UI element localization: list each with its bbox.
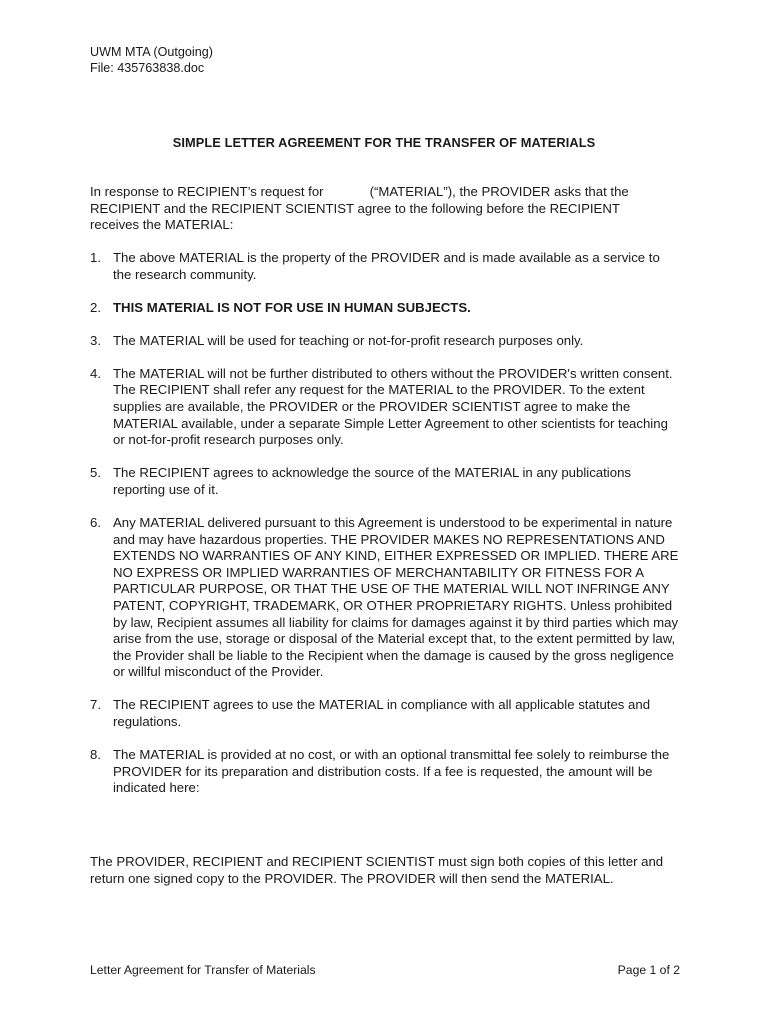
clause-5 — [90, 465, 680, 498]
clause-text: The above MATERIAL is the property of the PROVIDER and is made available as a service to the research community. — [113, 250, 660, 282]
file-header-mta: UWM MTA (Outgoing) — [90, 45, 213, 59]
clause-number: 4. — [90, 365, 101, 381]
clause-text: The RECIPIENT agrees to use the MATERIAL in compliance with all applicable statutes and regulations. — [113, 697, 651, 730]
clause-1 — [90, 250, 680, 283]
file-header-filename: File: 435763838.doc — [90, 61, 205, 75]
clause-number: 1. — [90, 250, 101, 265]
clause-6 — [90, 515, 680, 681]
closing-paragraph: The PROVIDER, RECIPIENT and RECIPIENT SCIENTIST must sign both copies of this letter and return one signed copy to the PROVIDER. The PROVIDER will then send the MATERIAL. — [90, 854, 664, 886]
page-number: Page 1 of 2 — [617, 963, 680, 977]
clause-number: 8. — [90, 747, 101, 763]
clause-number: 2. — [90, 299, 101, 315]
clause-list — [90, 250, 680, 813]
clause-2 — [90, 300, 680, 317]
footer-title: Letter Agreement for Transfer of Materials — [90, 963, 316, 977]
clause-8 — [90, 747, 680, 797]
clause-text: THIS MATERIAL IS NOT FOR USE IN HUMAN SUBJECTS. — [113, 299, 471, 315]
clause-number: 6. — [90, 515, 101, 531]
clause-number: 3. — [90, 332, 101, 348]
clause-text: The RECIPIENT agrees to acknowledge the source of the MATERIAL in any publications reporting use of it. — [113, 465, 631, 497]
clause-text: The MATERIAL will be used for teaching or not-for-profit research purposes only. — [113, 332, 584, 348]
clause-text: Any MATERIAL delivered pursuant to this Agreement is understood to be experimental in nature and may have hazardous properties. THE PROVIDER MAKES NO REPRESENTATIONS AND EXTENDS NO WARRANTIES OF ANY KIND, EITHER EXPRESSED OR IMPLIED. THERE ARE NO EXPRESS OR IMPLIED WARRANTIES OF MERCHANTABILITY OR FITNESS FOR A PARTICULAR PURPOSE, OR THAT THE USE OF THE MATERIAL WILL NOT INFRINGE ANY PATENT, COPYRIGHT, TRADEMARK, OR OTHER PROPRIETARY RIGHTS. Unless prohibited by law, Recipient assumes all liability for claims for damages against it by third parties which may arise from the use, storage or disposal of the Material except that, to the extent permitted by law, the Provider shall be liable to the Recipient when the damage is caused by the gross negligence or willful misconduct of the Provider. — [113, 515, 679, 680]
clause-3 — [90, 333, 680, 350]
clause-number: 5. — [90, 465, 101, 481]
clause-number: 7. — [90, 697, 101, 713]
clause-text: The MATERIAL will not be further distributed to others without the PROVIDER's written consent. The RECIPIENT shall refer any request for the MATERIAL to the PROVIDER. To the extent supplies are available, the PROVIDER or the PROVIDER SCIENTIST agree to make the MATERIAL available, under a separate Simple Letter Agreement to other scientists for teaching or not-for-profit research purposes only. — [113, 365, 673, 448]
clause-text: The MATERIAL is provided at no cost, or with an optional transmittal fee solely to reimburse the PROVIDER for its preparation and distribution costs. If a fee is requested, the amount will be indicated here: — [113, 747, 670, 796]
intro-text-start: In response to RECIPIENT’s request for — [90, 184, 324, 199]
file-header — [90, 44, 213, 76]
intro-paragraph — [90, 184, 670, 234]
intro-text-end: (“MATERIAL”), the PROVIDER asks that the RECIPIENT and the RECIPIENT SCIENTIST agree to the following before the RECIPIENT receives the MATERIAL: — [90, 184, 629, 233]
clause-4 — [90, 366, 680, 449]
document-title: SIMPLE LETTER AGREEMENT FOR THE TRANSFER OF MATERIALS — [172, 135, 596, 150]
clause-7 — [90, 697, 680, 730]
